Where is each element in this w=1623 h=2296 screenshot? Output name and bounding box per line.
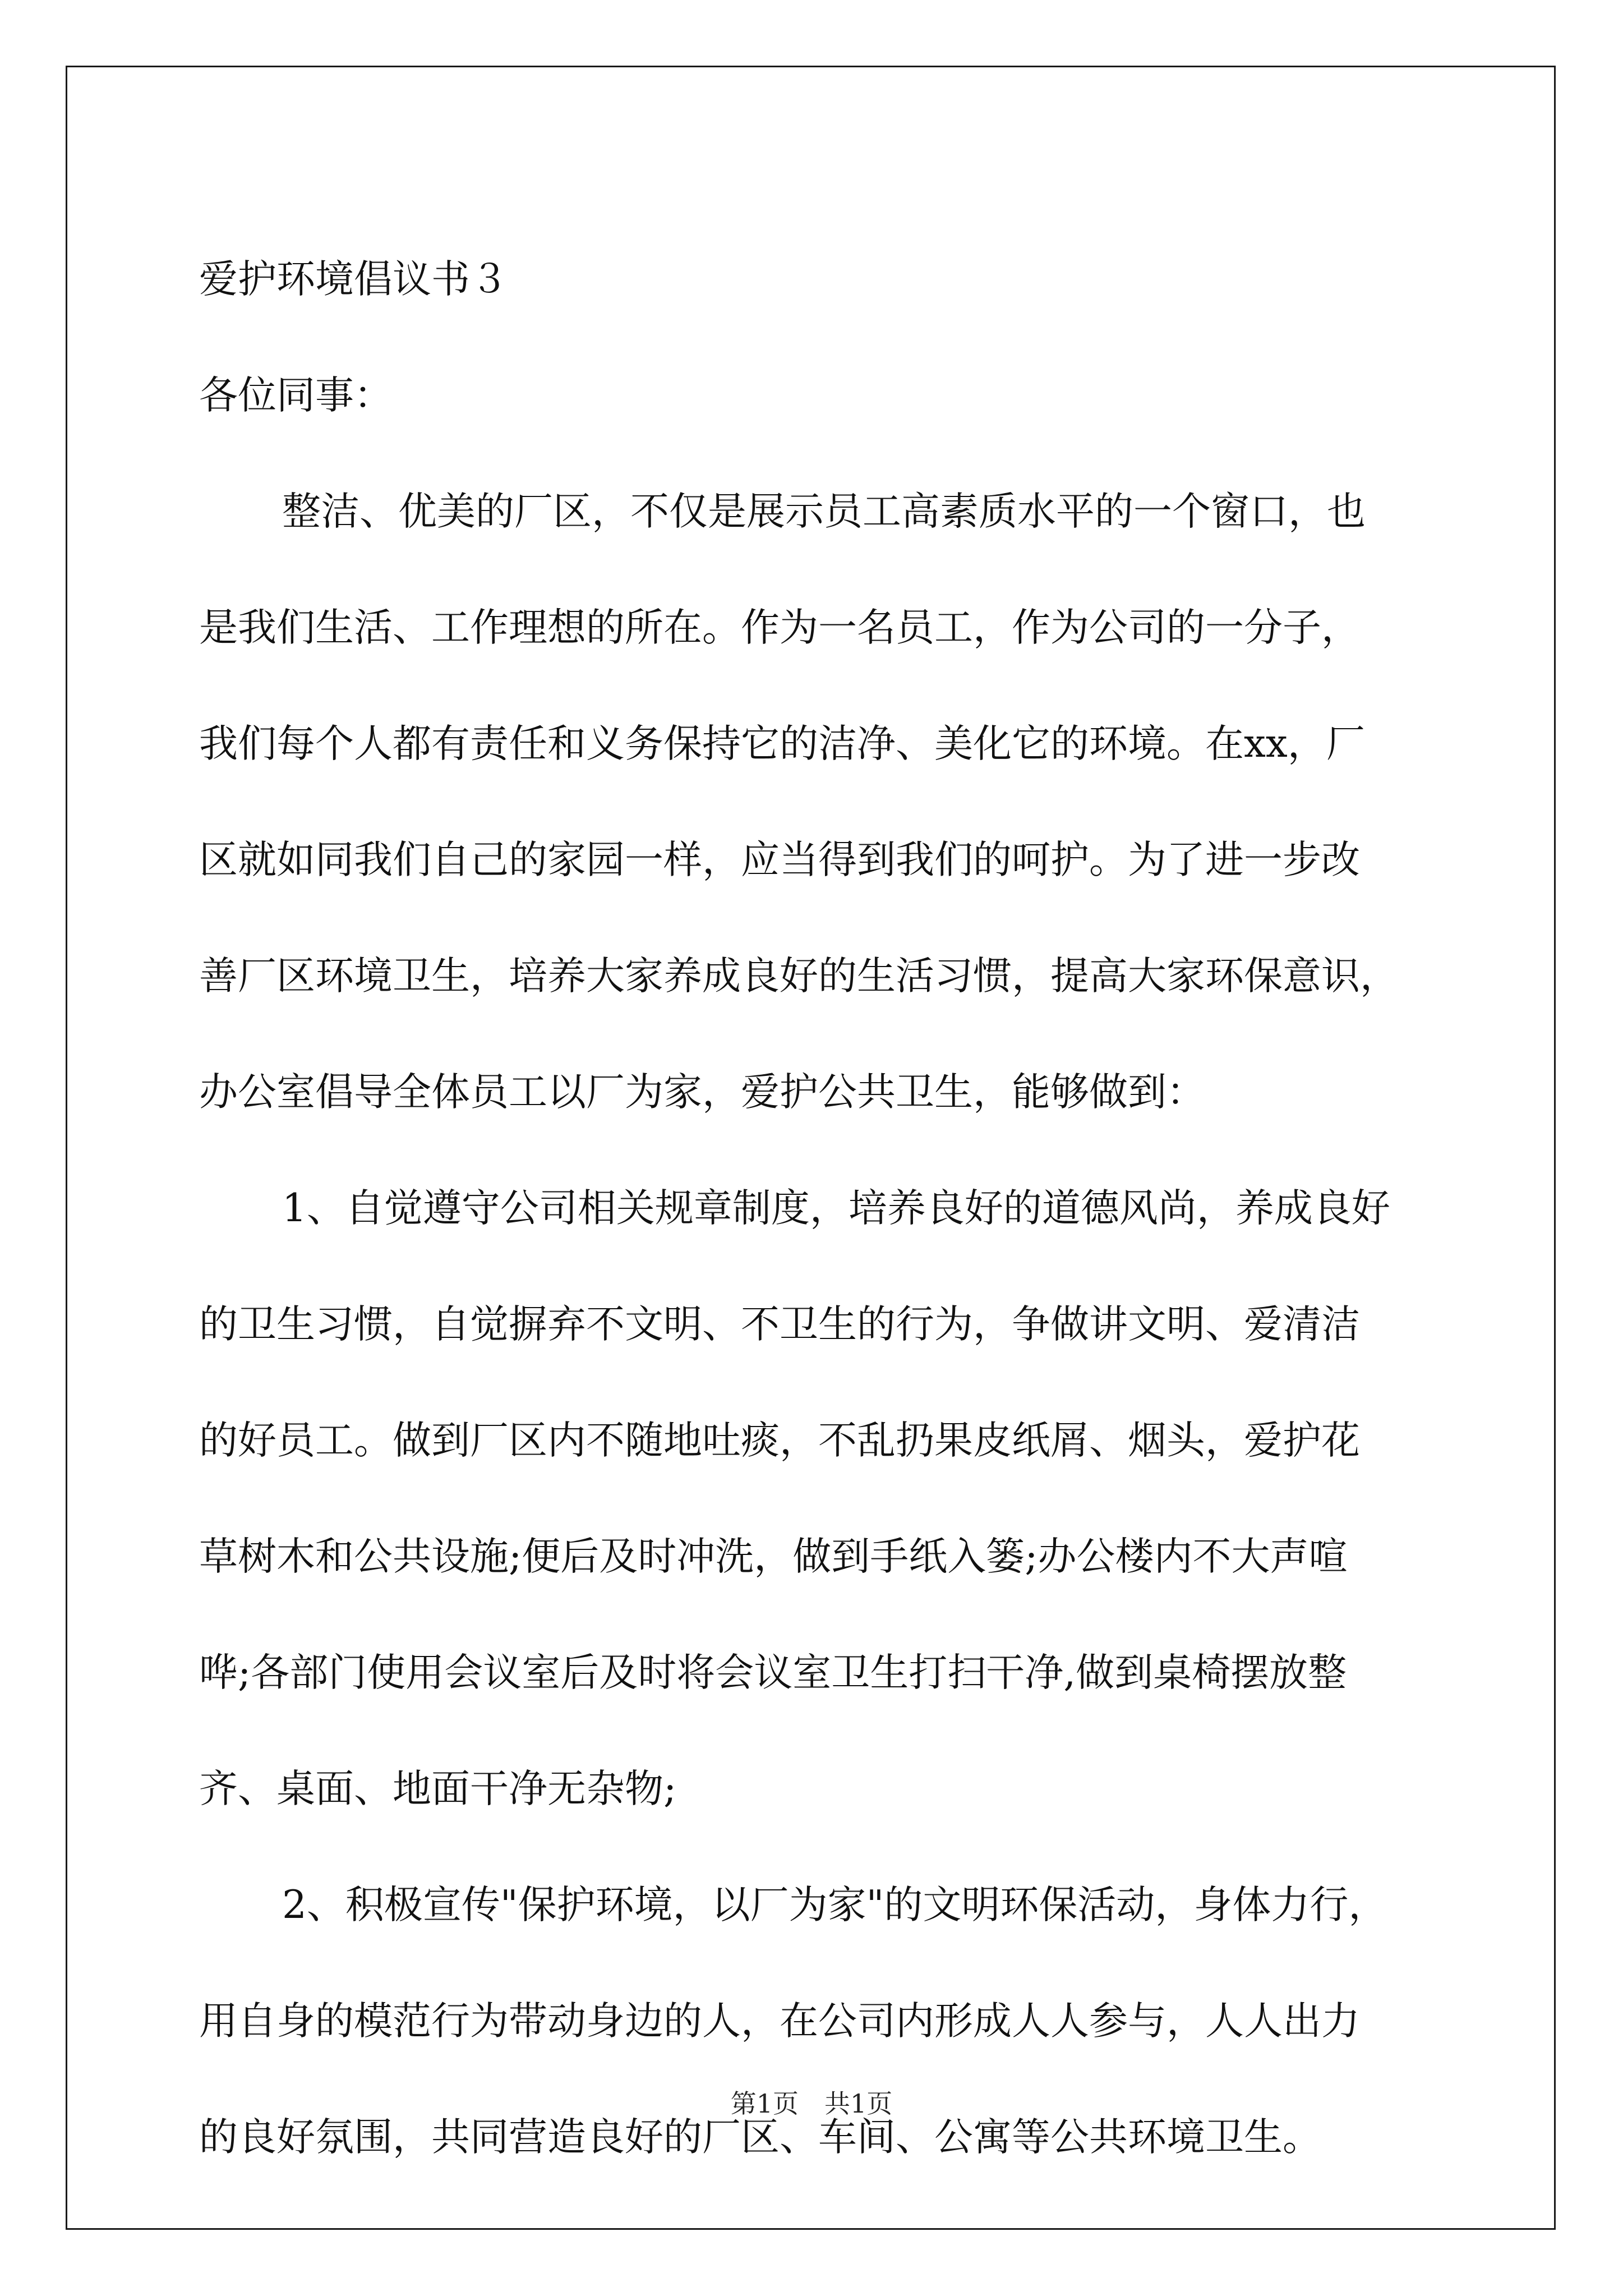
paragraph-intro bbox=[199, 454, 1433, 1151]
document-title: 爱护环境倡议书３ bbox=[199, 257, 509, 302]
paragraph-line: 区就如同我们自己的家园一样，应当得到我们的呵护。为了进一步改 bbox=[199, 838, 1360, 882]
paragraph-line: 是我们生活、工作理想的所在。作为一名员工，作为公司的一分子， bbox=[199, 605, 1360, 650]
document-body bbox=[199, 222, 1433, 2196]
paragraph-line: 善厂区环境卫生，培养大家养成良好的生活习惯，提高大家环保意识， bbox=[199, 954, 1399, 999]
paragraph-line: 草树木和公共设施;便后及时冲洗，做到手纸入篓;办公楼内不大声喧 bbox=[199, 1534, 1348, 1579]
paragraph-line: 齐、桌面、地面干净无杂物; bbox=[199, 1766, 677, 1811]
paragraph-line: 办公室倡导全体员工以厂为家，爱护公共卫生，能够做到： bbox=[199, 1070, 1205, 1115]
paragraph-line: 整洁、优美的厂区，不仅是展示员工高素质水平的一个窗口，也 bbox=[282, 489, 1366, 534]
paragraph-line: 的卫生习惯，自觉摒弃不文明、不卫生的行为，争做讲文明、爱清洁 bbox=[199, 1302, 1360, 1347]
paragraph-line: 1、自觉遵守公司相关规章制度，培养良好的道德风尚，养成良好 bbox=[282, 1186, 1390, 1231]
paragraph-line: 哗;各部门使用会议室后及时将会议室卫生打扫干净,做到桌椅摆放整 bbox=[199, 1650, 1347, 1695]
paragraph-line: 2、积极宣传"保护环境，以厂为家"的文明环保活动，身体力行， bbox=[282, 1883, 1387, 1927]
paragraph-line: 的良好氛围，共同营造良好的厂区、车间、公寓等公共环境卫生。 bbox=[199, 2115, 1321, 2160]
paragraph-item-2 bbox=[199, 1847, 1433, 2196]
page-number-footer: 第1页 共1页 bbox=[730, 2088, 893, 2119]
paragraph-line: 的好员工。做到厂区内不随地吐痰，不乱扔果皮纸屑、烟头，爱护花 bbox=[199, 1418, 1360, 1463]
salutation: 各位同事： bbox=[199, 373, 393, 418]
paragraph-line: 用自身的模范行为带动身边的人，在公司内形成人人参与，人人出力 bbox=[199, 1999, 1360, 2044]
paragraph-item-1 bbox=[199, 1151, 1433, 1847]
paragraph-line: 我们每个人都有责任和义务保持它的洁净、美化它的环境。在xx，厂 bbox=[199, 721, 1365, 766]
